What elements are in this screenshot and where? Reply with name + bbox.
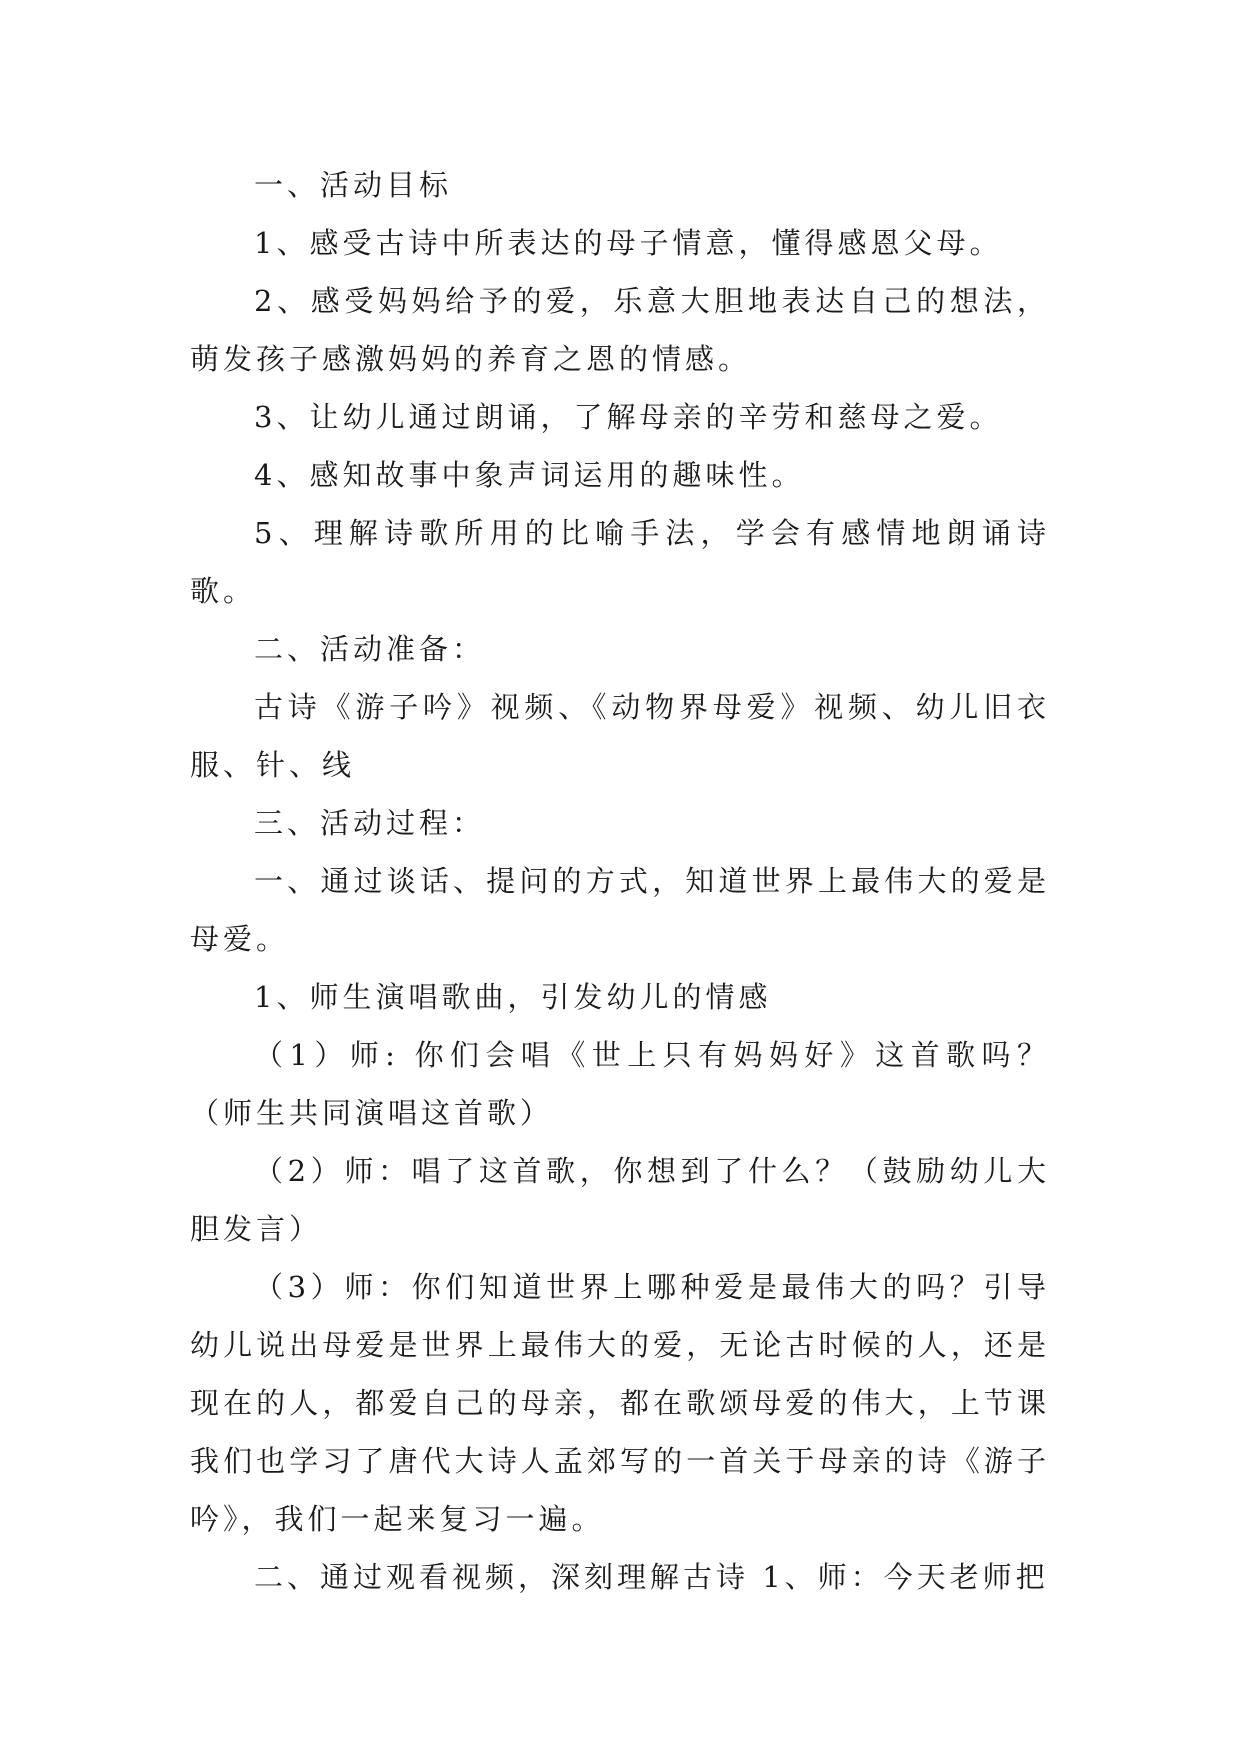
process-question-1: （1）师: 你们会唱《世上只有妈妈好》这首歌吗？（师生共同演唱这首歌） (190, 1038, 1050, 1130)
goal-item-3: 3、让幼儿通过朗诵，了解母亲的辛劳和慈母之爱。 (254, 400, 1003, 434)
process-question-2: （2）师：唱了这首歌，你想到了什么？（鼓励幼儿大胆发言） (190, 1154, 1050, 1246)
goal-item-2: 2、感受妈妈给予的爱，乐意大胆地表达自己的想法，萌发孩子感激妈妈的养育之恩的情感。 (190, 284, 1050, 376)
goal-item-5: 5、理解诗歌所用的比喻手法，学会有感情地朗诵诗歌。 (190, 516, 1050, 608)
process-question-3: （3）师：你们知道世界上哪种爱是最伟大的吗？引导幼儿说出母爱是世界上最伟大的爱，无论古时候的人，还是现在的人，都爱自己的母亲，都在歌颂母爱的伟大，上节课我们也学习了唐代大诗人孟郊写的一首关于母亲的诗《游子吟》，我们一起来复习一遍。 (190, 1270, 1050, 1536)
section-heading-process: 三、活动过程： (254, 806, 486, 840)
process-substep-1: 1、师生演唱歌曲，引发幼儿的情感 (254, 980, 772, 1014)
section-heading-goals: 一、活动目标 (254, 168, 453, 202)
section-heading-preparation: 二、活动准备： (254, 632, 486, 666)
goal-item-4: 4、感知故事中象声词运用的趣味性。 (254, 458, 805, 492)
preparation-materials: 古诗《游子吟》视频、《动物界母爱》视频、幼儿旧衣服、针、线 (190, 690, 1050, 782)
process-step-1: 一、通过谈话、提问的方式，知道世界上最伟大的爱是母爱。 (190, 864, 1050, 956)
process-step-2: 二、通过观看视频，深刻理解古诗 1、师：今天老师把 (254, 1560, 1049, 1594)
document-body (190, 156, 1050, 1606)
goal-item-1: 1、感受古诗中所表达的母子情意，懂得感恩父母。 (254, 226, 1003, 260)
